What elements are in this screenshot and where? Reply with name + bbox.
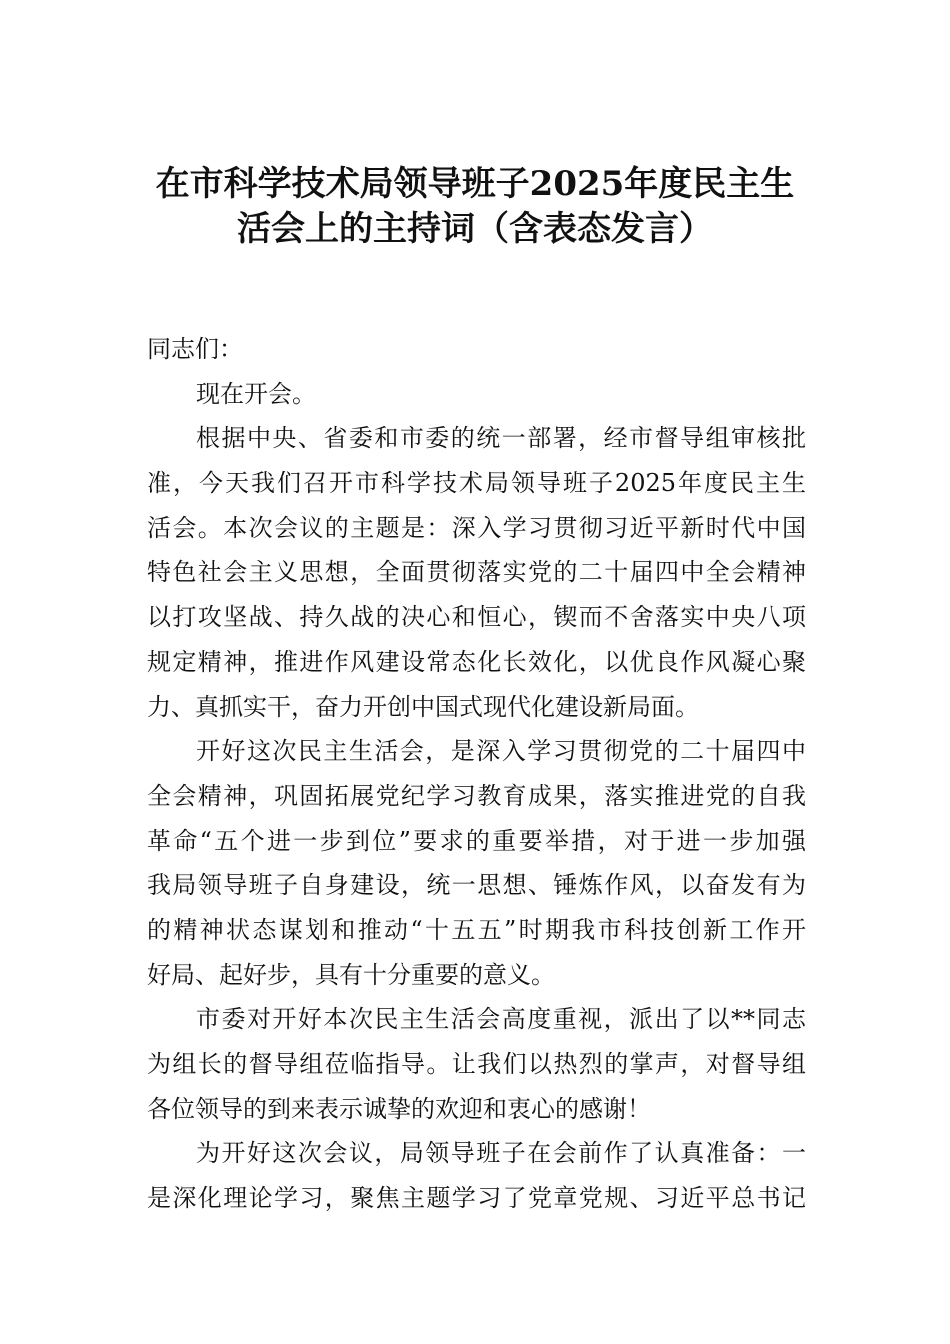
paragraph-line: 力、真抓实干，奋力开创中国式现代化建设新局面。: [147, 692, 699, 721]
document-body: [147, 327, 806, 1221]
paragraph-line: 为开好这次会议，局领导班子在会前作了认真准备：一: [196, 1139, 806, 1168]
paragraph-line: 根据中央、省委和市委的统一部署，经市督导组审核批: [196, 424, 806, 453]
document-title-line-2: 活会上的主持词（含表态发言）: [237, 209, 713, 249]
paragraph-line: 特色社会主义思想，全面贯彻落实党的二十届四中全会精神: [147, 558, 806, 587]
paragraph-line: 现在开会。: [196, 379, 316, 408]
paragraph-line: 全会精神，巩固拓展党纪学习教育成果，落实推进党的自我: [147, 781, 806, 810]
paragraph-line: 市委对开好本次民主生活会高度重视，派出了以**同志: [196, 1005, 806, 1034]
paragraph-line: 的精神状态谋划和推动“十五五”时期我市科技创新工作开: [147, 915, 806, 944]
paragraph-line: 为组长的督导组莅临指导。让我们以热烈的掌声，对督导组: [147, 1050, 806, 1078]
paragraph-line: 好局、起好步，具有十分重要的意义。: [147, 960, 555, 989]
paragraph-line: 准，今天我们召开市科学技术局领导班子2025年度民主生: [147, 469, 806, 498]
paragraph-line: 以打攻坚战、持久战的决心和恒心，锲而不舍落实中央八项: [147, 603, 806, 632]
paragraph-line: 开好这次民主生活会，是深入学习贯彻党的二十届四中: [196, 737, 806, 766]
paragraph-line: 各位领导的到来表示诚挚的欢迎和衷心的感谢！: [147, 1094, 651, 1123]
salutation: 同志们：: [147, 335, 243, 363]
paragraph-line: 我局领导班子自身建设，统一思想、锤炼作风，以奋发有为: [147, 871, 806, 900]
paragraph-line: 是深化理论学习，聚焦主题学习了党章党规、习近平总书记: [147, 1184, 806, 1213]
paragraph-line: 活会。本次会议的主题是：深入学习贯彻习近平新时代中国: [147, 513, 806, 542]
paragraph-line: 革命“五个进一步到位”要求的重要举措，对于进一步加强: [147, 826, 806, 855]
document-title-line-1: 在市科学技术局领导班子2025年度民主生: [155, 164, 795, 204]
paragraph-line: 规定精神，推进作风建设常态化长效化，以优良作风凝心聚: [147, 647, 806, 676]
